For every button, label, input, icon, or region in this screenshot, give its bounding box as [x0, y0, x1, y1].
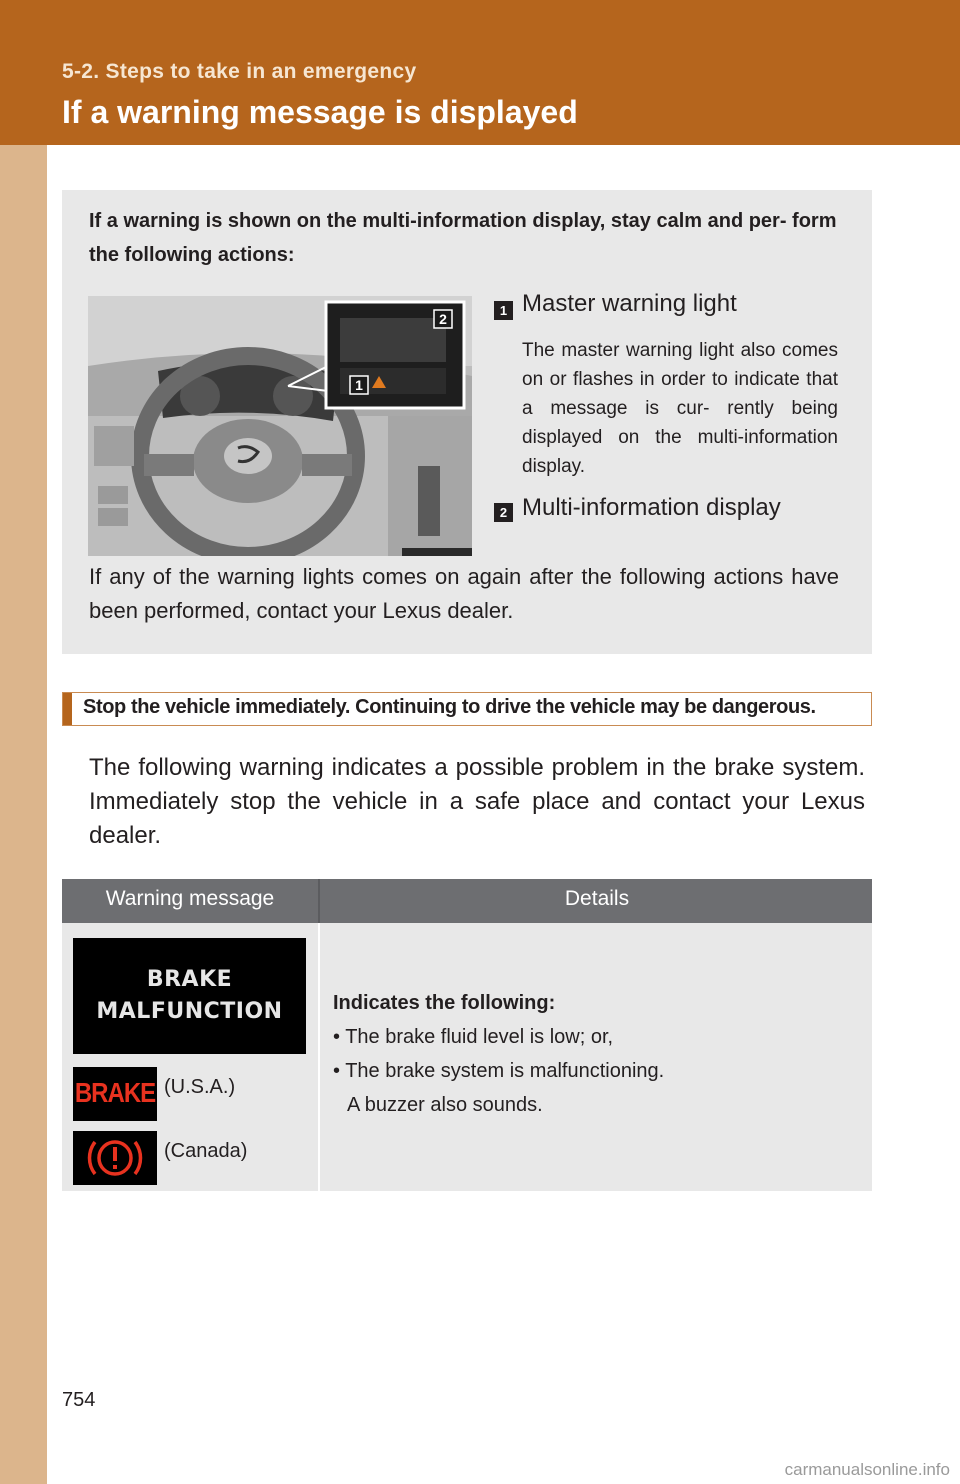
legend-title-master-warning: Master warning light	[522, 290, 737, 317]
brake-usa-icon	[73, 1067, 157, 1121]
dashboard-drawing	[88, 296, 472, 556]
left-margin-band	[0, 0, 47, 1484]
watermark: carmanualsonline.info	[784, 1460, 950, 1479]
brake-canada-icon	[73, 1131, 157, 1185]
intro-footer-text: If any of the warning lights comes on again after the following actions have been performed, contact your Lexus dealer.	[89, 564, 839, 623]
legend-desc-master-warning: The master warning light also comes on or flashes in order to indicate that a message is cur- rently being displayed on the multi-information display.	[522, 340, 838, 477]
legend-title-multi-info: Multi-information display	[522, 494, 781, 521]
table-header-warning-message: Warning message	[105, 887, 275, 910]
legend-item-1	[494, 290, 839, 490]
intro-box	[62, 190, 872, 654]
brake-malfunction-display	[73, 938, 306, 1054]
page-number: 754	[62, 1389, 96, 1411]
details-cell	[333, 986, 853, 1122]
callout-2-icon: 2	[494, 503, 513, 522]
details-lead: Indicates the following:	[333, 992, 556, 1014]
table-column-divider	[318, 923, 320, 1191]
brake-malfunction-text: BRAKE MALFUNCTION	[96, 967, 283, 1024]
usa-label: (U.S.A.)	[164, 1076, 236, 1098]
canada-label: (Canada)	[164, 1140, 248, 1162]
page-header	[0, 0, 960, 145]
page-title: If a warning message is displayed	[62, 94, 578, 130]
details-bullet-2: • The brake system is malfunctioning.	[333, 1060, 665, 1082]
intro-text: If a warning is shown on the multi-information display, stay calm and per- form the following actions:	[89, 210, 837, 266]
table-row	[62, 923, 872, 1191]
section-label: 5-2. Steps to take in an emergency	[62, 60, 417, 83]
callout-1-icon: 1	[494, 301, 513, 320]
dashboard-illustration	[88, 296, 472, 556]
details-note: A buzzer also sounds.	[347, 1094, 543, 1116]
svg-text:1: 1	[355, 377, 363, 393]
legend-item-2	[494, 494, 839, 534]
table-header	[62, 879, 872, 923]
body-paragraph: The following warning indicates a possible problem in the brake system. Immediately stop the vehicle in a safe place and contact your Lexus dealer.	[89, 754, 865, 849]
svg-text:2: 2	[439, 311, 447, 327]
details-bullet-1: • The brake fluid level is low; or,	[333, 1026, 614, 1048]
brake-usa-icon-text: BRAKE	[74, 1077, 156, 1109]
table-header-details: Details	[318, 879, 874, 923]
caution-bar-accent	[63, 693, 72, 725]
caution-bar	[62, 692, 872, 726]
caution-bar-text: Stop the vehicle immediately. Continuing to drive the vehicle may be dangerous.	[83, 696, 816, 718]
